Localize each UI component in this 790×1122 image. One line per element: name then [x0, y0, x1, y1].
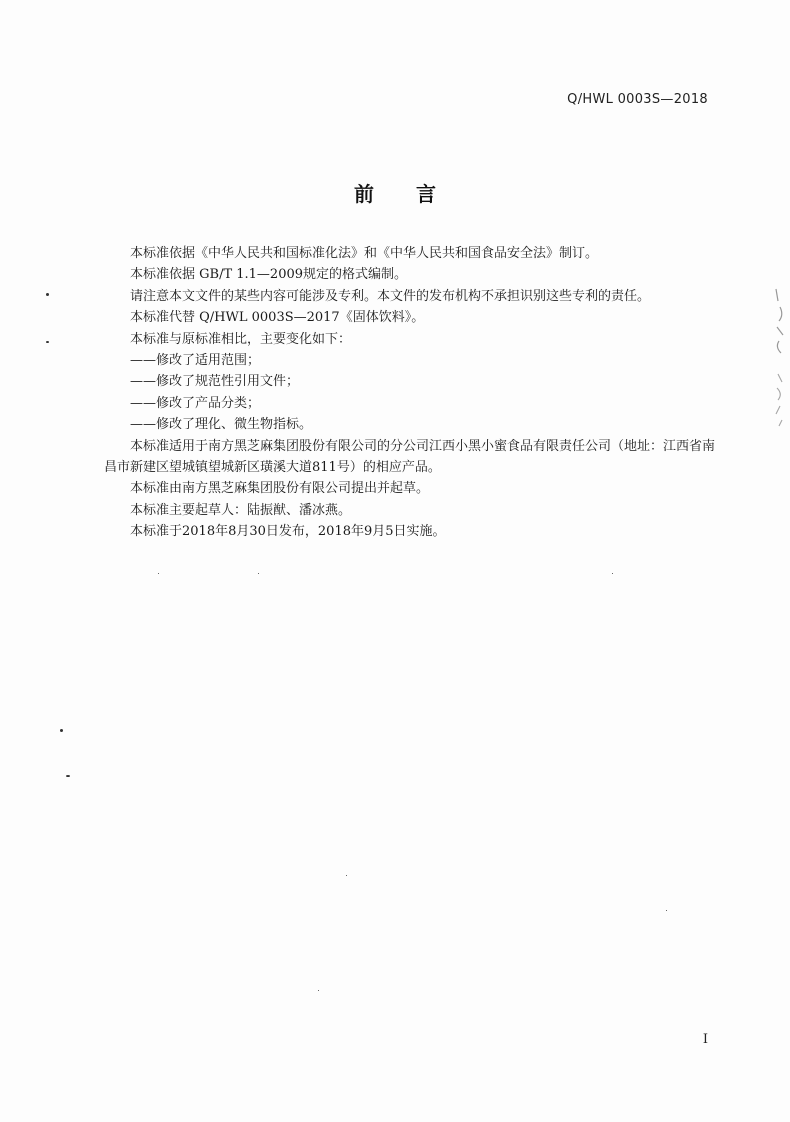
scan-speck	[346, 875, 347, 876]
paragraph-basis-law: 本标准依据《中华人民共和国标准化法》和《中华人民共和国食品安全法》制订。	[130, 246, 599, 261]
change-item-references: ——修改了规范性引用文件；	[130, 374, 300, 390]
paragraph-proposer: 本标准由南方黑芝麻集团股份有限公司提出并起草。	[130, 481, 430, 497]
paragraph-dates: 本标准于2018年8月30日发布，2018年9月5日实施。	[130, 524, 446, 540]
paragraph-applicability: 本标准适用于南方黑芝麻集团股份有限公司的分公司江西小黑小蜜食品有限责任公司（地址：江西省南昌市新建区望城镇望城新区璜溪大道811号）的相应产品。	[104, 438, 716, 476]
paragraph-replaces: 本标准代替 Q/HWL 0003S—2017《固体饮料》。	[130, 310, 425, 326]
margin-scan-artifact	[768, 370, 790, 430]
scan-speck	[666, 910, 667, 911]
paragraph-patent-notice: 请注意本文文件的某些内容可能涉及专利。本文件的发布机构不承担识别这些专利的责任。	[130, 288, 651, 304]
paragraph-basis-format: 本标准依据 GB/T 1.1—2009规定的格式编制。	[130, 267, 408, 283]
scan-speck	[46, 341, 49, 343]
page-number: I	[702, 1032, 708, 1047]
scan-speck	[66, 775, 70, 777]
scan-speck	[60, 729, 63, 732]
margin-scan-artifact	[768, 285, 790, 365]
scan-speck	[258, 573, 259, 574]
scan-speck	[318, 990, 319, 991]
change-item-classification: ——修改了产品分类；	[130, 395, 261, 411]
standard-code-header: Q/HWL 0003S—2018	[567, 92, 708, 107]
paragraph-changes-intro: 本标准与原标准相比，主要变化如下：	[130, 331, 352, 347]
foreword-body	[104, 243, 716, 543]
scan-speck	[46, 293, 49, 296]
scan-speck	[158, 573, 159, 574]
page-title: 前言	[354, 182, 478, 206]
change-item-scope: ——修改了适用范围；	[130, 353, 261, 369]
change-item-indicators: ——修改了理化、微生物指标。	[130, 417, 313, 433]
paragraph-drafters: 本标准主要起草人：陆振猷、潘冰燕。	[130, 502, 352, 518]
scan-speck	[612, 573, 613, 574]
